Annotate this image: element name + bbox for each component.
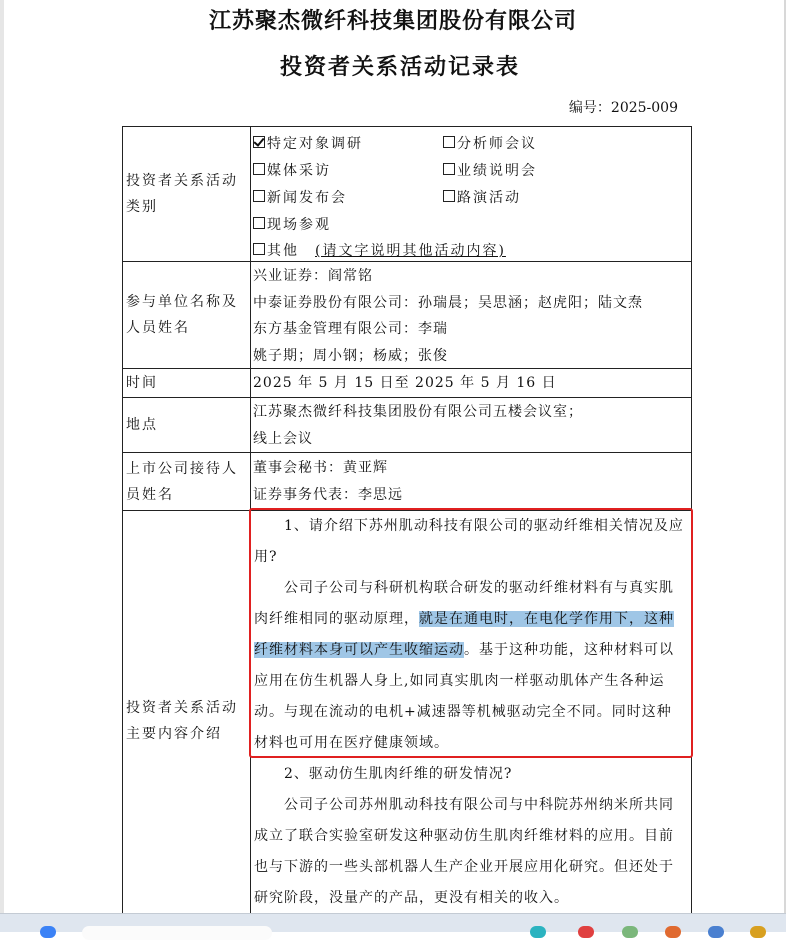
checkbox-icon xyxy=(253,217,265,229)
option-media-interview[interactable]: 媒体采访 xyxy=(253,160,331,180)
row-location xyxy=(123,398,691,453)
answer-1: 公司子公司与科研机构联合研发的驱动纤维材料有与真实肌肉纤维相同的驱动原理，就是在通电时，在电化学作用下，这种纤维材料本身可以产生收缩运动。基于这种功能，这种材料可以应用在仿生机器人身上,如同真实肌肉一样驱动肌体产生各种运动。与现在流动的电机+减速器等机械驱动完全不同。同时这种材料也可用在医疗健康领域。 xyxy=(254,580,674,751)
participants-value xyxy=(253,263,689,369)
option-site-visit[interactable]: 现场参观 xyxy=(253,214,331,234)
windows-start-icon[interactable] xyxy=(40,926,56,938)
label-receptionists: 上市公司接待人 员姓名 xyxy=(123,453,251,510)
label-participants: 参与单位名称及 人员姓名 xyxy=(123,262,251,368)
document-number: 编号：2025-009 xyxy=(568,100,678,116)
location-value: 江苏聚杰微纤科技集团股份有限公司五楼会议室； 线上会议 xyxy=(253,404,583,447)
checkbox-icon xyxy=(253,163,265,175)
app-icon[interactable] xyxy=(708,926,724,938)
option-specific-research[interactable]: 特定对象调研 xyxy=(253,133,363,153)
participant-line: 东方基金管理有限公司：李瑞 xyxy=(253,321,448,337)
company-name: 江苏聚杰微纤科技集团股份有限公司 xyxy=(208,9,577,34)
checkbox-icon xyxy=(443,136,455,148)
option-other[interactable]: 其他 (请文字说明其他活动内容) xyxy=(253,240,506,260)
taskbar-search-box[interactable] xyxy=(82,926,272,940)
participant-line: 姚子期；周小钢；杨威；张俊 xyxy=(253,347,448,364)
question-2: 2、驱动仿生肌肉纤维的研发情况? xyxy=(284,766,513,782)
row-time xyxy=(123,369,691,398)
app-icon[interactable] xyxy=(750,926,766,938)
checked-checkbox-icon xyxy=(253,136,265,148)
label-time: 时间 xyxy=(123,369,251,397)
option-earnings-call[interactable]: 业绩说明会 xyxy=(443,160,537,180)
label-activity-type: 投资者关系活动 类别 xyxy=(123,127,251,261)
participant-line: 兴业证券：阎常铭 xyxy=(253,268,373,284)
row-participants xyxy=(123,262,691,369)
row-activity-type xyxy=(123,127,691,262)
annotation-highlight-box xyxy=(249,508,693,758)
label-location: 地点 xyxy=(123,398,251,452)
row-receptionists xyxy=(123,453,691,511)
label-content: 投资者关系活动 主要内容介绍 xyxy=(123,511,251,931)
option-analyst-meeting[interactable]: 分析师会议 xyxy=(443,133,537,153)
document-title: 投资者关系活动记录表 xyxy=(279,55,520,80)
option-press-conference[interactable]: 新闻发布会 xyxy=(253,187,347,207)
app-icon[interactable] xyxy=(622,926,638,938)
answer-2: 公司子公司苏州肌动科技有限公司与中科院苏州纳米所共同成立了联合实验室研发这种驱动仿生肌肉纤维材料的应用。目前也与下游的一些头部机器人生产企业开展应用化研究。但还处于研究阶段，没量产的产品，更没有相关的收入。 xyxy=(254,797,674,906)
receptionists-value: 董事会秘书：黄亚辉 证券事务代表：李思远 xyxy=(253,460,403,503)
checkbox-icon xyxy=(253,243,265,255)
app-icon[interactable] xyxy=(530,926,546,938)
participant-line: 中泰证券股份有限公司：孙瑞晨；吴思涵；赵虎阳；陆文焘 xyxy=(253,294,643,311)
highlighted-text[interactable]: 就是在通电时，在电化学作用下，这种纤维材料本身可以产生收缩运动 xyxy=(254,611,674,658)
checkbox-icon xyxy=(253,190,265,202)
taskbar xyxy=(0,913,786,932)
app-icon[interactable] xyxy=(665,926,681,938)
question-1: 1、请介绍下苏州肌动科技有限公司的驱动纤维相关情况及应用? xyxy=(254,518,684,565)
checkbox-icon xyxy=(443,163,455,175)
left-window-edge xyxy=(0,0,4,931)
app-icon[interactable] xyxy=(578,926,594,938)
time-value: 2025 年 5 月 15 日至 2025 年 5 月 16 日 xyxy=(253,375,557,391)
checkbox-icon xyxy=(443,190,455,202)
option-roadshow[interactable]: 路演活动 xyxy=(443,187,521,207)
other-note: (请文字说明其他活动内容) xyxy=(315,243,506,259)
